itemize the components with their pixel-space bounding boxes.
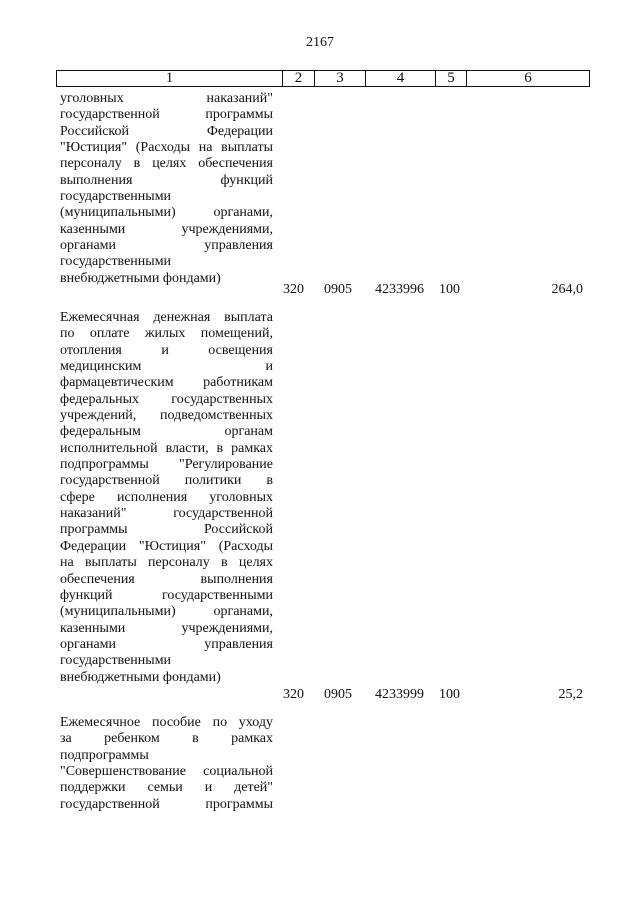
row-2-line: Федерации "Юстиция" (Расходы	[60, 538, 273, 554]
row-1-line: государственной программы	[60, 107, 273, 123]
row-1-line: внебюджетными фондами)	[60, 270, 221, 286]
row-1-line: Российской Федерации	[60, 123, 273, 139]
row-2-line: функций государственными	[60, 587, 273, 603]
row-3-line: Ежемесячное пособие по уходу	[60, 715, 273, 730]
row-1-line: уголовных наказаний"	[60, 91, 273, 106]
row-1-line: государственными	[60, 189, 172, 205]
column-header-4: 4	[365, 70, 435, 87]
row-3-line: государственной программы	[60, 796, 273, 812]
row-1-line: "Юстиция" (Расходы на выплаты	[60, 140, 273, 156]
row-2-line: на выплаты персоналу в целях	[60, 555, 273, 571]
row-2-line: по оплате жилых помещений,	[60, 326, 273, 342]
row-1-col3: 0905	[324, 282, 352, 297]
row-2-line: казенными учреждениями,	[60, 620, 273, 636]
row-2-line: исполнительной власти, в рамках	[60, 440, 273, 456]
row-3-line: "Совершенствование социальной	[60, 764, 273, 780]
row-2-col4: 4233999	[375, 687, 424, 702]
row-1-col4: 4233996	[375, 282, 424, 297]
row-1-line: государственными	[60, 254, 172, 270]
column-header-5: 5	[435, 70, 466, 87]
row-3-line: за ребенком в рамках	[60, 731, 273, 747]
row-2-line: (муниципальными) органами,	[60, 604, 273, 620]
row-3-line: поддержки семьи и детей"	[60, 780, 273, 796]
row-2-line: федеральных государственных	[60, 391, 273, 407]
row-1-line: выполнения функций	[60, 172, 273, 188]
row-2-line: федеральным органам	[60, 424, 273, 440]
row-2-line: отопления и освещения	[60, 342, 273, 358]
column-header-1: 1	[56, 70, 282, 87]
row-2-line: подпрограммы "Регулирование	[60, 457, 273, 473]
row-2-line: наказаний" государственной	[60, 506, 273, 522]
row-2-line: государственной политики в	[60, 473, 273, 489]
column-header-6: 6	[466, 70, 590, 87]
row-2-line: Ежемесячная денежная выплата	[60, 310, 273, 325]
column-header-3: 3	[314, 70, 365, 87]
row-1-col2: 320	[283, 282, 304, 297]
row-1-col5: 100	[439, 282, 460, 297]
row-2-line: государственными	[60, 653, 172, 669]
row-2-line: учреждений, подведомственных	[60, 408, 273, 424]
row-1-line: органами управления	[60, 238, 273, 254]
page-number: 2167	[306, 35, 334, 50]
row-1-description	[60, 91, 273, 287]
row-3-description	[60, 715, 273, 813]
row-2-description	[60, 310, 273, 686]
row-2-col5: 100	[439, 687, 460, 702]
row-2-amount: 25,2	[558, 687, 583, 702]
row-1-line: (муниципальными) органами,	[60, 205, 273, 221]
row-2-line: фармацевтическим работникам	[60, 375, 273, 391]
column-header-2: 2	[282, 70, 314, 87]
row-3-line: подпрограммы	[60, 747, 149, 763]
row-2-line: медицинским и	[60, 359, 273, 375]
row-1-amount: 264,0	[551, 282, 583, 297]
row-2-line: программы Российской	[60, 522, 273, 538]
row-2-line: обеспечения выполнения	[60, 571, 273, 587]
row-2-col3: 0905	[324, 687, 352, 702]
row-1-line: персоналу в целях обеспечения	[60, 156, 273, 172]
row-2-line: органами управления	[60, 636, 273, 652]
row-2-line: сфере исполнения уголовных	[60, 489, 273, 505]
row-1-line: казенными учреждениями,	[60, 221, 273, 237]
row-2-col2: 320	[283, 687, 304, 702]
row-2-line: внебюджетными фондами)	[60, 669, 221, 685]
